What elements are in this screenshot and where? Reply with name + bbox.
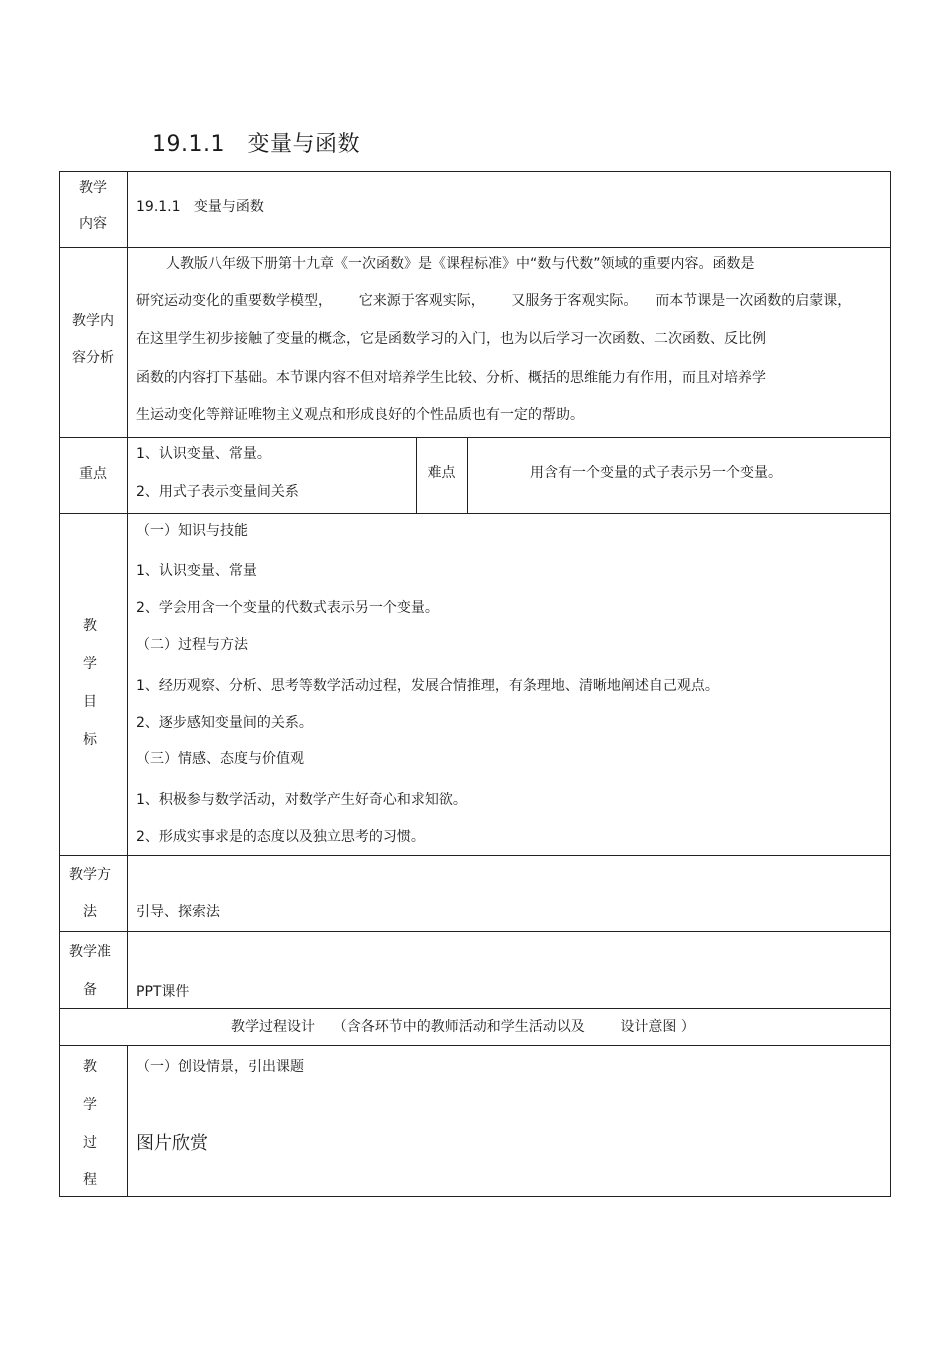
row-divider	[59, 1045, 891, 1046]
process-step-1: （一）创设情景，引出课题	[136, 1059, 304, 1075]
process-label-char-3: 过	[83, 1135, 97, 1151]
content-value: 19.1.1 变量与函数	[136, 199, 264, 215]
objective-line-7: （三）情感、态度与价值观	[136, 751, 304, 767]
analysis-line-3: 在这里学生初步接触了变量的概念，它是函数学习的入门，也为以后学习一次函数、二次函数、反比例	[136, 331, 766, 347]
objectives-label-char-3: 目	[83, 694, 97, 710]
objective-line-2: 1、认识变量、常量	[136, 563, 257, 579]
objectives-label-char-1: 教	[83, 618, 97, 634]
row-divider	[59, 931, 891, 932]
analysis-label-line-2: 容分析	[72, 350, 114, 366]
row-divider	[59, 437, 891, 438]
objective-line-4: （二）过程与方法	[136, 637, 248, 653]
objectives-label-char-2: 学	[83, 656, 97, 672]
objective-line-1: （一）知识与技能	[136, 523, 248, 539]
column-divider	[467, 437, 468, 513]
analysis-line-1: 人教版八年级下册第十九章《一次函数》是《课程标准》中“数与代数”领域的重要内容。函数是	[166, 256, 755, 272]
prep-value: PPT课件	[136, 984, 190, 1000]
analysis-line-5: 生运动变化等辩证唯物主义观点和形成良好的个性品质也有一定的帮助。	[136, 407, 584, 423]
prep-label-line-2: 备	[83, 982, 97, 998]
objective-line-3: 2、学会用含一个变量的代数式表示另一个变量。	[136, 600, 439, 616]
column-divider	[127, 1045, 128, 1197]
row-divider	[59, 513, 891, 514]
row-divider	[59, 1008, 891, 1009]
key-label: 重点	[79, 466, 107, 482]
prep-label-line-1: 教学准	[69, 944, 111, 960]
method-label-line-2: 法	[83, 904, 97, 920]
row-divider	[59, 855, 891, 856]
key-point-2: 2、用式子表示变量间关系	[136, 484, 299, 500]
column-divider	[127, 171, 128, 1008]
objective-line-8: 1、积极参与数学活动，对数学产生好奇心和求知欲。	[136, 792, 467, 808]
difficulty-value: 用含有一个变量的式子表示另一个变量。	[530, 465, 782, 481]
process-design-header: 教学过程设计 （含各环节中的教师活动和学生活动以及 设计意图 ）	[231, 1019, 695, 1035]
process-label-char-4: 程	[83, 1172, 97, 1188]
page-title: 19.1.1 变量与函数	[152, 132, 360, 157]
content-label-line-1: 教学	[79, 180, 107, 196]
analysis-label-line-1: 教学内	[72, 313, 114, 329]
objective-line-5: 1、经历观察、分析、思考等数学活动过程，发展合情推理，有条理地、清晰地阐述自己观点。	[136, 678, 719, 694]
process-label-char-1: 教	[83, 1059, 97, 1075]
image-appreciation-heading: 图片欣赏	[136, 1133, 208, 1154]
key-point-1: 1、认识变量、常量。	[136, 446, 271, 462]
row-divider	[59, 247, 891, 248]
analysis-line-2: 研究运动变化的重要数学模型， 它来源于客观实际， 又服务于客观实际。 而本节课是一次函数的启蒙课，	[136, 293, 852, 309]
objectives-label-char-4: 标	[83, 732, 97, 748]
difficulty-label: 难点	[427, 465, 456, 481]
content-label-line-2: 内容	[79, 216, 107, 232]
process-label-char-2: 学	[83, 1097, 97, 1113]
analysis-line-4: 函数的内容打下基础。本节课内容不但对培养学生比较、分析、概括的思维能力有作用，而且对培养学	[136, 370, 766, 386]
method-value: 引导、探索法	[136, 904, 220, 920]
objective-line-9: 2、形成实事求是的态度以及独立思考的习惯。	[136, 829, 425, 845]
method-label-line-1: 教学方	[69, 867, 111, 883]
objective-line-6: 2、逐步感知变量间的关系。	[136, 715, 313, 731]
